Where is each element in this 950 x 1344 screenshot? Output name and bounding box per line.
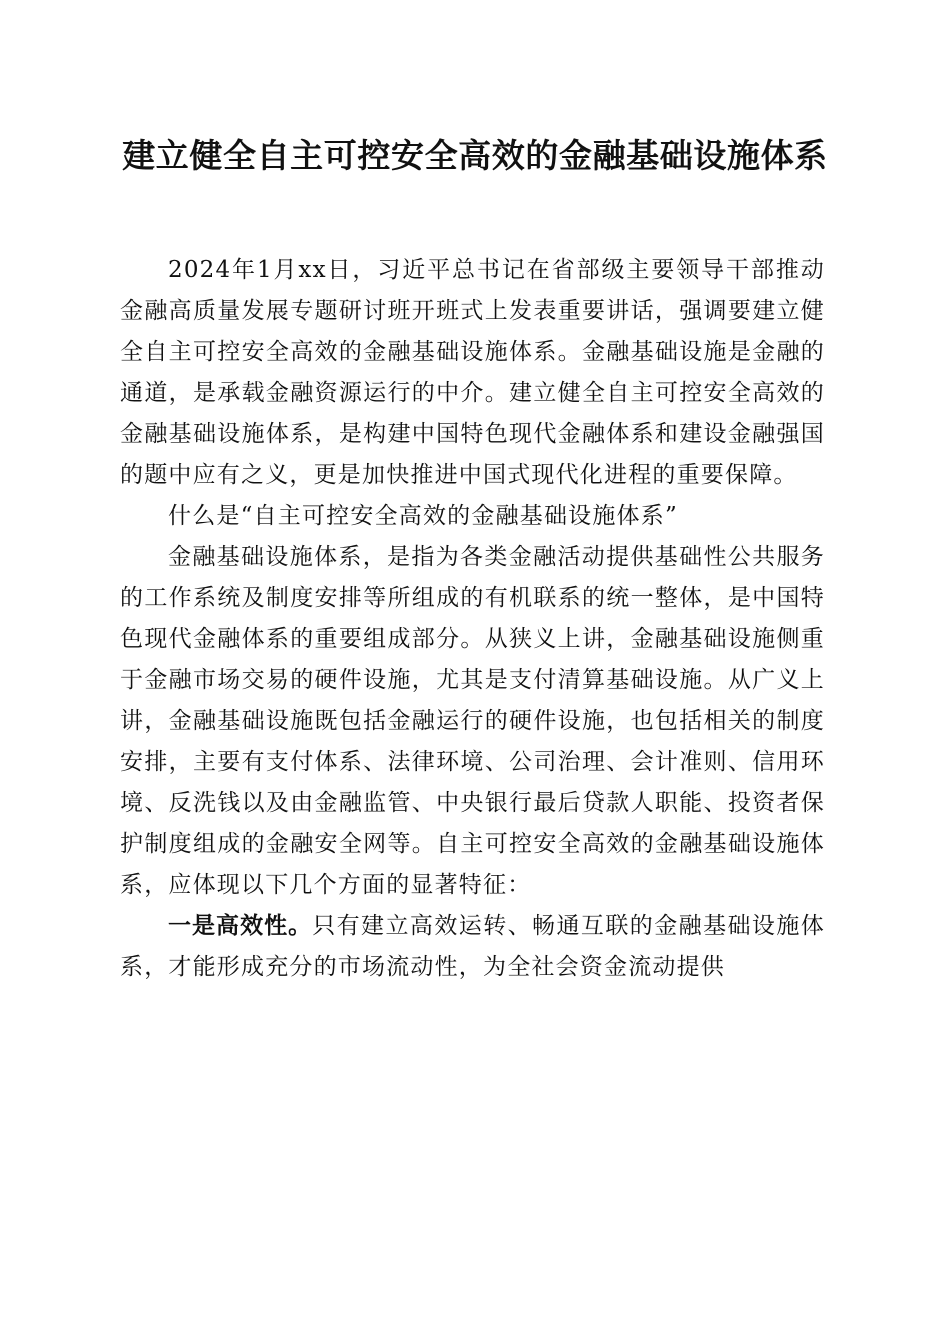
paragraph-efficiency — [120, 906, 825, 988]
section-heading — [120, 496, 825, 537]
document-title: 建立健全自主可控安全高效的金融基础设施体系 — [122, 136, 828, 175]
paragraph-definition — [120, 537, 825, 906]
document-body — [120, 250, 825, 988]
section-heading-text: 什么是“自主可控安全高效的金融基础设施体系” — [168, 503, 678, 529]
paragraph-intro-text: 2024年1月xx日，习近平总书记在省部级主要领导干部推动金融高质量发展专题研讨班开班式上发表重要讲话，强调要建立健全自主可控安全高效的金融基础设施体系。金融基础设施是金融的通道，是承载金融资源运行的中介。建立健全自主可控安全高效的金融基础设施体系，是构建中国特色现代金融体系和建设金融强国的题中应有之义，更是加快推进中国式现代化进程的重要保障。 — [120, 257, 825, 488]
paragraph-efficiency-text: 只有建立高效运转、畅通互联的金融基础设施体系，才能形成充分的市场流动性，为全社会资金流动提供 — [120, 913, 825, 980]
paragraph-definition-text: 金融基础设施体系，是指为各类金融活动提供基础性公共服务的工作系统及制度安排等所组成的有机联系的统一整体，是中国特色现代金融体系的重要组成部分。从狭义上讲，金融基础设施侧重于金融市场交易的硬件设施，尤其是支付清算基础设施。从广义上讲，金融基础设施既包括金融运行的硬件设施，也包括相关的制度安排，主要有支付体系、法律环境、公司治理、会计准则、信用环境、反洗钱以及由金融监管、中央银行最后贷款人职能、投资者保护制度组成的金融安全网等。自主可控安全高效的金融基础设施体系，应体现以下几个方面的显著特征： — [120, 544, 825, 898]
paragraph-intro — [120, 250, 825, 496]
paragraph-efficiency-lead: 一是高效性。 — [168, 913, 313, 939]
